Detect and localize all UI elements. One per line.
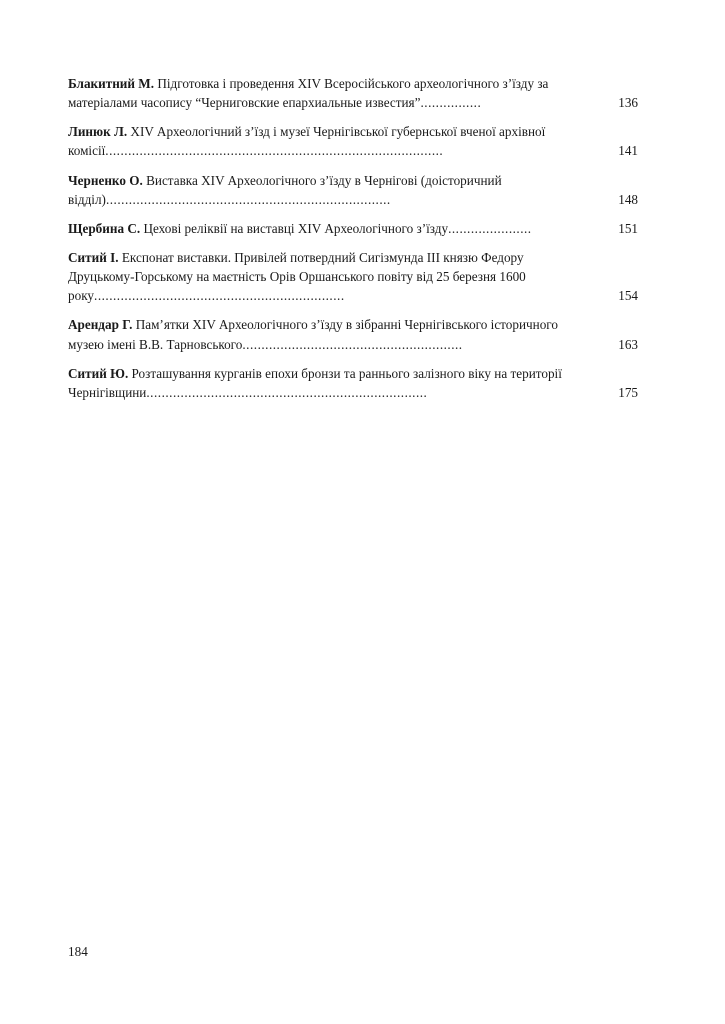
toc-entry-title: Виставка XIV Археологічного з’їзду в Чернігові (доісторичний відділ) [68, 172, 502, 207]
toc-entry-leader: ........................................................................... [105, 191, 391, 207]
toc-entry-leader: ...................... [448, 220, 532, 236]
toc-entry-title: Пам’ятки XIV Археологічного з’їзду в зібранні Чернігівського історичного музею імені В.В. Тарновського [68, 317, 558, 352]
toc-entry-page-number: 151 [618, 220, 638, 236]
toc-entry-title: Експонат виставки. Привілей потвердний Сигізмунда ІІІ князю Федору Друцькому-Горському на маєтність Орів Оршанського повіту від 25 березня 1600 року [68, 249, 526, 304]
toc-entry-text [68, 248, 585, 305]
toc-entry-author: Арендар Г. [68, 317, 133, 333]
table-of-contents [68, 74, 638, 412]
toc-entry [68, 219, 638, 238]
toc-entry-page-number: 175 [618, 384, 638, 400]
toc-entry-text [68, 74, 585, 112]
toc-entry-author: Линюк Л. [68, 124, 128, 140]
toc-entry-page-number: 163 [618, 336, 638, 352]
toc-entry-leader: .......................................................................... [146, 384, 428, 400]
toc-entry [68, 315, 638, 353]
toc-entry-page-number: 136 [618, 95, 638, 111]
toc-entry-text [68, 171, 585, 209]
toc-entry-leader: .................................................................. [94, 288, 345, 304]
page-folio-number: 184 [68, 944, 88, 959]
toc-entry-title: Цехові реліквії на виставці XIV Археологічного з’їзду [140, 220, 449, 236]
toc-entry-page-number: 154 [618, 288, 638, 304]
toc-entry-title: Підготовка і проведення XIV Всеросійського археологічного з’їзду за матеріалами часопису “Черниговские епархиальные известия” [68, 76, 549, 111]
toc-entry-text [68, 122, 585, 160]
toc-entry-text [68, 219, 585, 238]
toc-entry [68, 74, 638, 112]
toc-entry-title: Розташування курганів епохи бронзи та раннього залізного віку на території Чернігівщини [68, 365, 562, 400]
toc-entry-author: Щербина С. [68, 220, 141, 236]
toc-entry-page-number: 141 [618, 143, 638, 159]
toc-entry-leader: .......................................................... [242, 336, 463, 352]
toc-entry-author: Блакитний М. [68, 76, 155, 91]
toc-entry [68, 122, 638, 160]
toc-entry-leader: ................ [420, 95, 482, 111]
toc-entry-author: Черненко О. [68, 172, 143, 188]
toc-entry [68, 171, 638, 209]
toc-entry-page-number: 148 [618, 191, 638, 207]
toc-entry-leader: ......................................................................................... [105, 143, 444, 159]
toc-entry [68, 248, 638, 305]
toc-entry [68, 364, 638, 402]
toc-entry-text [68, 364, 585, 402]
toc-entry-title: XIV Археологічний з’їзд і музеї Чернігівської губернської вченої архівної комісії [68, 124, 546, 159]
toc-entry-author: Ситий І. [68, 249, 119, 265]
toc-entry-author: Ситий Ю. [68, 365, 129, 381]
toc-entry-text [68, 315, 585, 353]
